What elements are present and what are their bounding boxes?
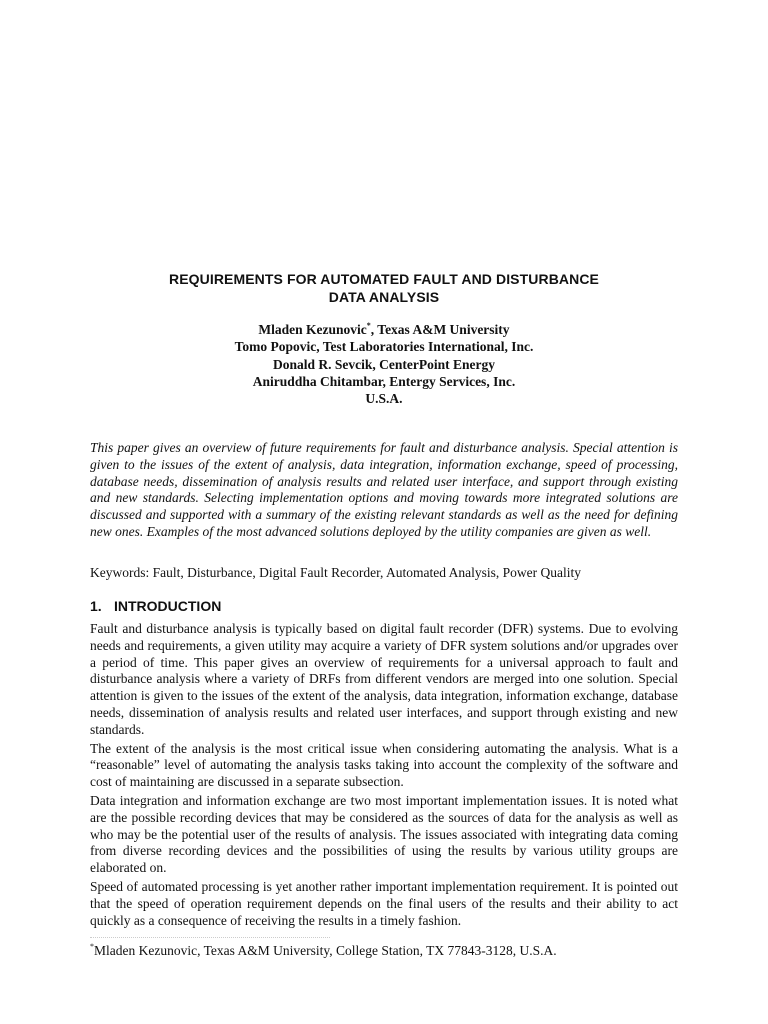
body-paragraph: Data integration and information exchange are two most important implementation issues. It is noted what are the possible recording devices that may be considered as the sources of data for the analysis as well as who may be the potential user of the results of analysis. The issues associated with integrating data coming from diverse recording devices and the possibilities of using the results by various utility groups are elaborated on. [90, 792, 678, 876]
author-name: Mladen Kezunovic [258, 322, 367, 337]
author-affiliation: , Entergy Services, Inc. [382, 373, 516, 389]
section-heading [90, 597, 221, 615]
footnote-mark: * [90, 942, 94, 951]
footnote [90, 942, 678, 959]
author-affiliation: , Test Laboratories International, Inc. [316, 339, 534, 355]
footnote-divider [90, 937, 330, 938]
author-name: Tomo Popovic [234, 339, 317, 355]
author-name: Aniruddha Chitambar [252, 373, 383, 389]
author-line [90, 338, 678, 355]
body-paragraph: The extent of the analysis is the most critical issue when considering automating the analysis. What is a “reasonable” level of automating the analysis tasks taking into account the complexity of the software and cost of maintaining are discussed in a separate subsection. [90, 740, 678, 790]
author-line [90, 373, 678, 390]
body-paragraph: Fault and disturbance analysis is typically based on digital fault recorder (DFR) systems. Due to evolving needs and requirements, a given utility may acquire a variety of DFR system solutions and/or upgrades over a period of time. This paper gives an overview of requirements for a universal approach to fault and disturbance analysis where a variety of DRFs from different vendors are merged into one solution. Special attention is given to the issues of the extent of the analysis, data integration, information exchange, database needs, dissemination of analysis results and related user interfaces, and support through existing and new standards. [90, 621, 678, 737]
abstract: This paper gives an overview of future requirements for fault and disturbance analysis. Special attention is given to the issues of the extent of analysis, data integration, information exchange, speed of processing, database needs, dissemination of analysis results and related user interface, and support through existing and new standards. Selecting implementation options and moving towards more integrated solutions are discussed and supported with a summary of the existing relevant standards as well as the need for defining new ones. Examples of the most advanced solutions deployed by the utility companies are given as well. [90, 440, 678, 539]
author-name: Donald R. Sevcik [272, 356, 373, 372]
author-country: U.S.A. [365, 391, 403, 407]
paper-page [90, 0, 678, 1024]
footnote-text: Mladen Kezunovic, Texas A&M University, College Station, TX 77843-3128, U.S.A. [94, 943, 557, 958]
title-line-2: DATA ANALYSIS [328, 289, 440, 305]
section-number: 1. [90, 598, 102, 614]
section-title: INTRODUCTION [114, 598, 222, 614]
title-line-1: REQUIREMENTS FOR AUTOMATED FAULT AND DISTURBANCE [169, 271, 599, 287]
author-list [90, 321, 678, 407]
footnote-marker: * [366, 321, 371, 330]
author-line [90, 356, 678, 373]
keywords: Keywords: Fault, Disturbance, Digital Fault Recorder, Automated Analysis, Power Quality [90, 565, 582, 580]
body-paragraph: Speed of automated processing is yet another rather important implementation requirement. It is pointed out that the speed of operation requirement depends on the final users of the results and their ability to act quickly as a consequence of receiving the results in a timely fashion. [90, 878, 678, 928]
introduction-body [90, 621, 678, 931]
paper-title [90, 270, 678, 306]
author-affiliation: , Texas A&M University [370, 322, 510, 337]
author-line [90, 321, 678, 338]
author-affiliation: , CenterPoint Energy [372, 356, 495, 372]
